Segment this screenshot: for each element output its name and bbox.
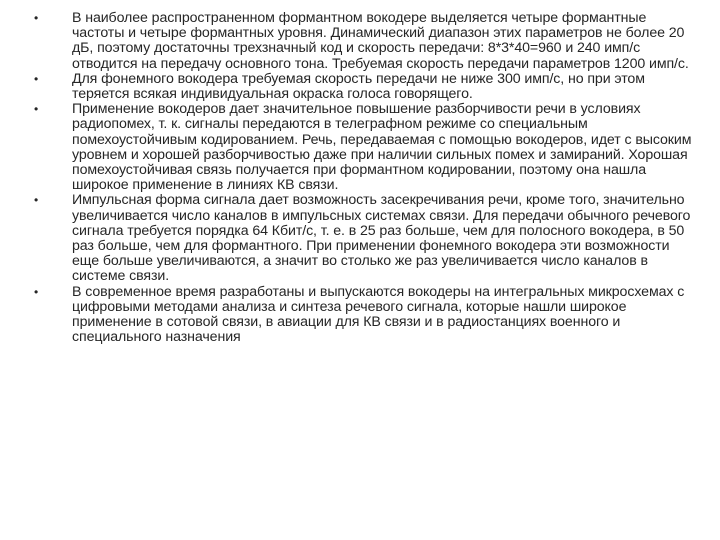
bullet-list	[34, 10, 696, 346]
bullet-item	[34, 192, 696, 285]
bullet-text: В наиболее распространенном формантном вокодере выделяется четыре формантные частоты и четыре формантных уровня. Динамический диапазон этих параметров не более 20 дБ, поэтому достаточны трехзначный код и скорость передачи: 8*3*40=960 и 240 имп/с отводится на передачу основного тона. Требуемая скорость передачи параметров 1200 имп/с.	[72, 10, 689, 72]
bullet-item	[34, 10, 696, 72]
bullet-text: Импульсная форма сигнала дает возможность засекречивания речи, кроме того, значительно увеличивается число каналов в импульсных системах связи. Для передачи обычного речевого сигнала требуется порядка 64 Кбит/с, т. е. в 25 раз больше, чем для полосного вокодера, в 50 раз больше, чем для формантного. При применении фонемного вокодера эти возможности еще больше увеличиваются, а значит во столько же раз увеличивается число каналов в системе связи.	[72, 192, 691, 285]
bullet-icon: •	[34, 193, 39, 208]
bullet-item	[34, 283, 696, 346]
bullet-text: Применение вокодеров дает значительное повышение разборчивости речи в условиях радиопомех, т. к. сигналы передаются в телеграфном режиме со специальным помехоустойчивым кодированием. Речь, передаваемая с помощью вокодеров, идет с высоким уровнем и хорошей разборчивостью даже при наличии сильных помех и замираний. Хорошая помехоустойчивая связь получается при формантном кодировании, поэтому она нашла широкое применение в линиях КВ связи.	[72, 101, 692, 194]
bullet-icon: •	[34, 102, 39, 117]
bullet-icon: •	[34, 71, 39, 86]
bullet-text: Для фонемного вокодера требуемая скорость передачи не ниже 300 имп/с, но при этом теряется всякая индивидуальная окраска голоса говорящего.	[72, 70, 645, 103]
bullet-icon: •	[34, 11, 39, 25]
bullet-icon: •	[34, 284, 39, 299]
bullet-text: В современное время разработаны и выпускаются вокодеры на интегральных микросхемах с цифровыми методами анализа и синтеза речевого сигнала, которые нашли широкое применение в сотовой связи, в авиации для КВ связи и в радиостанциях военного и специального назначения	[72, 283, 685, 346]
bullet-item	[34, 70, 696, 103]
bullet-item	[34, 101, 696, 194]
